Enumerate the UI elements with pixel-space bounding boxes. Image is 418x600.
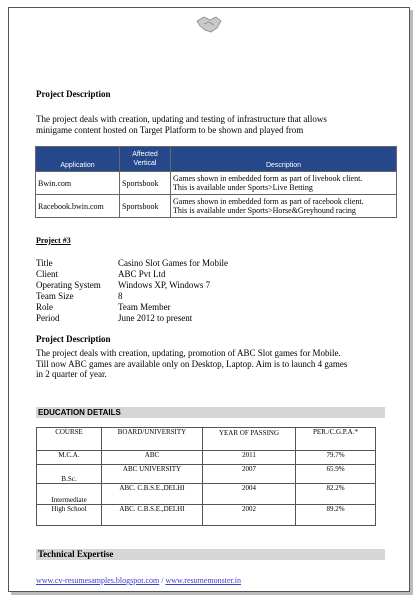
table-row [36, 195, 397, 218]
cell-application: Bwin.com [36, 172, 120, 195]
detail-value: 8 [118, 291, 123, 301]
cell-course: High School [37, 505, 102, 526]
detail-row [36, 313, 228, 324]
project-description-text [36, 114, 327, 135]
table-row [37, 505, 376, 526]
application-table [35, 146, 397, 218]
education-heading: EDUCATION DETAILS [36, 407, 385, 418]
project-3-description-heading: Project Description [36, 334, 111, 344]
detail-row [36, 269, 228, 280]
col-header-board: BOARD/UNIVERSITY [102, 428, 203, 451]
text-line: minigame content hosted on Target Platform to be shown and played from [36, 124, 304, 135]
cell-vertical: Sportsbook [120, 172, 171, 195]
cell-per: 79.7% [296, 451, 376, 465]
detail-key: Role [36, 302, 53, 312]
cell-board: ABC [102, 451, 203, 465]
text-line: Till now ABC games are available only on Desktop, Laptop. Aim is to launch 4 games [36, 358, 348, 369]
col-header-vertical: Affected Vertical [120, 147, 171, 172]
col-header-year: YEAR OF PASSING [203, 428, 296, 451]
table-header-row [36, 147, 397, 172]
col-header-application: Application [36, 147, 120, 172]
project-description-heading: Project Description [36, 89, 111, 99]
cell-application: Racebook.bwin.com [36, 195, 120, 218]
table-row [37, 484, 376, 505]
detail-row [36, 291, 228, 302]
detail-key: Period [36, 313, 60, 323]
cell-per: 65.9% [296, 465, 376, 484]
detail-row [36, 280, 228, 291]
desc-line: This is available under Sports>Live Betting [173, 183, 313, 192]
cell-course: B.Sc. [37, 465, 102, 484]
detail-value: Windows XP, Windows 7 [118, 280, 211, 290]
detail-value: Casino Slot Games for Mobile [118, 258, 228, 268]
detail-key: Operating System [36, 280, 101, 290]
cell-year: 2002 [203, 505, 296, 526]
text-line: The project deals with creation, updating and testing of infrastructure that allows [36, 114, 327, 124]
col-header-per: PER./C.G.P.A.* [296, 428, 376, 451]
education-table [36, 427, 376, 526]
project-3-label: Project #3 [36, 236, 71, 245]
footer-separator: / [159, 576, 166, 585]
detail-key: Title [36, 258, 53, 268]
text-line: The project deals with creation, updating, promotion of ABC Slot games for Mobile. [36, 348, 341, 358]
col-header-course: COURSE [37, 428, 102, 451]
detail-value: ABC Pvt Ltd [118, 269, 166, 279]
cell-board: ABC. C.B.S.E.,DELHI [102, 484, 203, 505]
cell-vertical: Sportsbook [120, 195, 171, 218]
detail-value: Team Member [118, 302, 171, 312]
technical-expertise-heading: Technical Expertise [36, 549, 385, 560]
cell-board: ABC UNIVERSITY [102, 465, 203, 484]
cell-course: M.C.A. [37, 451, 102, 465]
footer-link-blog[interactable]: www.cv-resumesamples.blogspot.com [36, 576, 160, 585]
detail-row [36, 302, 228, 313]
table-row [37, 451, 376, 465]
desc-line: Games shown in embedded form as part of racebook client. [173, 197, 364, 206]
cell-per: 82.2% [296, 484, 376, 505]
cell-course: Intermediate [37, 484, 102, 505]
handshake-icon [195, 13, 223, 35]
cell-board: ABC. C.B.S.E.,DELHI [102, 505, 203, 526]
detail-key: Client [36, 269, 58, 279]
desc-line: Games shown in embedded form as part of livebook client. [173, 174, 363, 183]
footer-links [36, 576, 241, 585]
cell-year: 2007 [203, 465, 296, 484]
table-row [37, 465, 376, 484]
text-line: in 2 quarter of year. [36, 369, 107, 379]
table-header-row [37, 428, 376, 451]
detail-row [36, 258, 228, 269]
cell-description [171, 195, 397, 218]
cell-year: 2004 [203, 484, 296, 505]
table-row [36, 172, 397, 195]
footer-link-site[interactable]: www.resumemonster.in [165, 576, 241, 585]
cell-year: 2011 [203, 451, 296, 465]
detail-value: June 2012 to present [118, 313, 193, 323]
cell-description [171, 172, 397, 195]
cell-per: 89.2% [296, 505, 376, 526]
col-header-description: Description [171, 147, 397, 172]
desc-line: This is available under Sports>Horse&Greyhound racing [173, 206, 356, 215]
project-3-details [36, 258, 228, 324]
project-3-description-text [36, 348, 347, 380]
detail-key: Team Size [36, 291, 74, 301]
